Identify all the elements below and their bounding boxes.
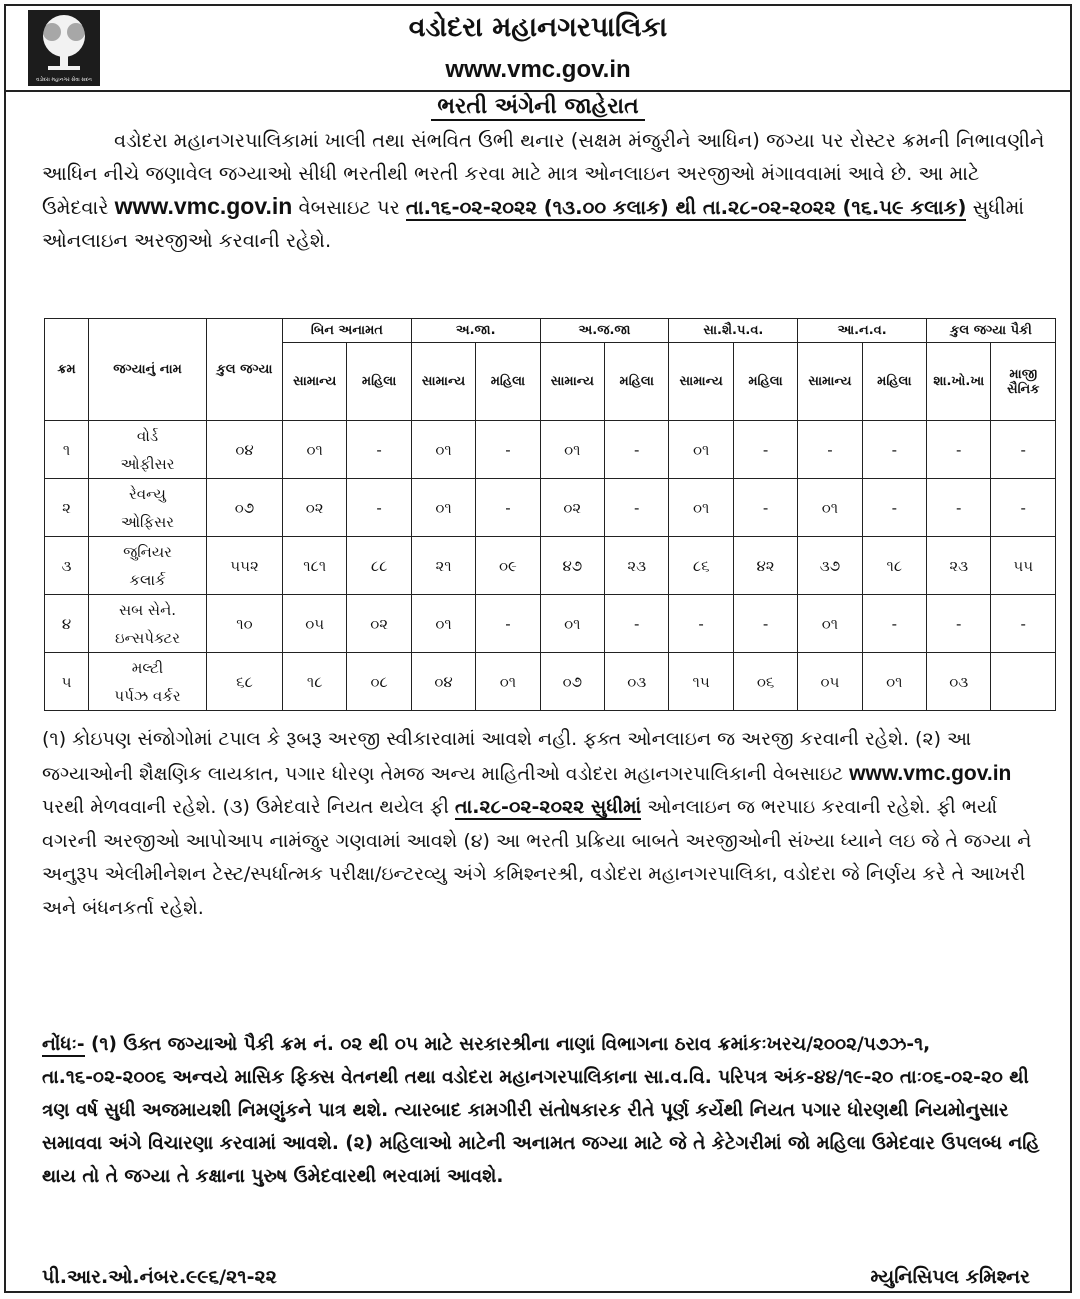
row-cell: ૦૯ <box>476 537 540 595</box>
org-name: વડોદરા મહાનગરપાલિકા <box>408 12 668 43</box>
pro-number: પી.આર.ઓ.નંબર.૯૯૬/૨૧-૨૨ <box>42 1266 277 1288</box>
sub-women: મહિલા <box>862 343 926 421</box>
intro-website-link[interactable]: www.vmc.gov.in <box>114 193 293 219</box>
notice-title: ભરતી અંગેની જાહેરાત <box>6 94 1070 119</box>
group-total-of: કુલ જગ્યા પૈકી <box>927 319 1056 343</box>
row-cell: ૨૩ <box>927 537 991 595</box>
row-cell: - <box>476 479 540 537</box>
row-cell: ૦૧ <box>669 421 733 479</box>
row-cell: - <box>927 479 991 537</box>
row-cell: ૦૧ <box>798 595 862 653</box>
row-cell: ૮૮ <box>347 537 411 595</box>
notice-intro: વડોદરા મહાનગરપાલિકામાં ખાલી તથા સંભવિત ઉભી થનાર (સક્ષમ મંજુરીને આધિન) જગ્યા પર રોસ્ટર ક્રમની નિભાવણીને આધિન નીચે જણાવેલ જગ્યાઓ સીધી ભરતીથી ભરતી કરવા માટે માત્ર ઓનલાઇન અરજીઓ મંગાવવામાં આવે છે. આ માટે ઉમેદવારે www.vmc.gov.in વેબસાઇટ પર તા.૧૬-૦૨-૨૦૨૨ (૧૩.૦૦ કલાક) થી તા.૨૮-૦૨-૨૦૨૨ (૧૬.૫૯ કલાક) સુધીમાં ઓનલાઇન અરજીઓ કરવાની રહેશે. <box>42 129 1045 252</box>
table-row <box>45 653 1056 711</box>
row-cell: ૦૧ <box>476 653 540 711</box>
group-sc: અ.જા. <box>411 319 540 343</box>
row-cell: ૮૬ <box>669 537 733 595</box>
col-total: કુલ જગ્યા <box>207 319 283 421</box>
row-cell: ૦૧ <box>411 595 475 653</box>
sub-general: સામાન્ય <box>669 343 733 421</box>
row-cell: - <box>733 421 797 479</box>
row-cell: - <box>862 479 926 537</box>
notice-note <box>42 1028 1054 1193</box>
row-sr: ૩ <box>45 537 89 595</box>
row-post-name <box>89 537 207 595</box>
row-cell: ૧૮ <box>862 537 926 595</box>
post-name-line: ઓફીસર <box>120 454 175 473</box>
row-cell: ૧૮૧ <box>283 537 347 595</box>
sub-women: મહિલા <box>347 343 411 421</box>
post-name-line: ઓફિસર <box>120 512 175 531</box>
row-total: ૧૦ <box>207 595 283 653</box>
row-cell: - <box>476 421 540 479</box>
row-sr: ૪ <box>45 595 89 653</box>
row-cell: ૦૩ <box>927 653 991 711</box>
row-cell: - <box>862 421 926 479</box>
group-st: અ.જ.જા <box>540 319 669 343</box>
post-name-line: વોર્ડ <box>136 426 159 445</box>
post-name-line: કલાર્ક <box>129 570 166 589</box>
row-total: ૬૮ <box>207 653 283 711</box>
row-cell: ૦૩ <box>605 653 669 711</box>
row-cell: ૦૧ <box>540 421 604 479</box>
post-name-line: જુનિયર <box>123 542 172 561</box>
row-cell: ૦૧ <box>411 421 475 479</box>
row-cell: ૦૨ <box>347 595 411 653</box>
sub-women: મહિલા <box>476 343 540 421</box>
row-cell: ૦૫ <box>798 653 862 711</box>
vacancy-table <box>44 318 1056 711</box>
sub-general: સામાન્ય <box>540 343 604 421</box>
row-cell: ૪૭ <box>540 537 604 595</box>
row-total: ૦૭ <box>207 479 283 537</box>
sub-women: મહિલા <box>733 343 797 421</box>
col-sr: ક્રમ <box>45 319 89 421</box>
row-cell: ૦૨ <box>540 479 604 537</box>
logo-caption: વડોદરા મહાનગર સેવા સદન <box>36 77 92 83</box>
row-cell: - <box>798 421 862 479</box>
row-sr: ૫ <box>45 653 89 711</box>
row-cell: - <box>347 421 411 479</box>
row-cell: - <box>991 595 1056 653</box>
group-unreserved: બિન અનામત <box>283 319 412 343</box>
row-cell: - <box>991 421 1056 479</box>
sub-pwd: શા.ખો.ખા <box>927 343 991 421</box>
notice-frame <box>4 4 1072 1293</box>
sub-general: સામાન્ય <box>411 343 475 421</box>
group-sebc: સા.શૈ.પ.વ. <box>669 319 798 343</box>
note-label: નોંધઃ- <box>42 1034 85 1055</box>
row-post-name <box>89 421 207 479</box>
application-period: તા.૧૬-૦૨-૨૦૨૨ (૧૩.૦૦ કલાક) થી તા.૨૮-૦૨-૨૦૨૨ (૧૬.૫૯ કલાક) <box>405 196 967 219</box>
post-name-line: રેવન્યુ <box>129 484 166 503</box>
col-post-name: જગ્યાનું નામ <box>89 319 207 421</box>
sub-ex-servicemen: માજી સૈનિક <box>991 343 1056 421</box>
row-cell: - <box>862 595 926 653</box>
row-cell: - <box>733 479 797 537</box>
fee-deadline: તા.૨૮-૦૨-૨૦૨૨ સુધીમાં <box>454 796 642 818</box>
row-cell: ૧૫ <box>669 653 733 711</box>
row-total: ૫૫૨ <box>207 537 283 595</box>
sub-general: સામાન્ય <box>798 343 862 421</box>
post-name-line: સબ સેને. <box>118 600 177 619</box>
row-cell: ૫૫ <box>991 537 1056 595</box>
table-row <box>45 421 1056 479</box>
website-url[interactable]: www.vmc.gov.in <box>445 56 631 83</box>
table-row <box>45 479 1056 537</box>
row-cell: ૨૩ <box>605 537 669 595</box>
row-cell: ૦૮ <box>347 653 411 711</box>
row-sr: ૧ <box>45 421 89 479</box>
row-cell: - <box>927 595 991 653</box>
row-cell: - <box>733 595 797 653</box>
row-cell: - <box>669 595 733 653</box>
row-cell: - <box>605 595 669 653</box>
notice-header <box>6 6 1070 92</box>
row-cell: - <box>605 479 669 537</box>
row-cell: ૦૧ <box>798 479 862 537</box>
table-row <box>45 595 1056 653</box>
row-cell: ૪૨ <box>733 537 797 595</box>
note-text: (૧) ઉક્ત જગ્યાઓ પૈકી ક્રમ નં. ૦૨ થી ૦૫ માટે સરકારશ્રીના નાણાં વિભાગના ઠરાવ ક્રમાંકઃખરચ/૨૦૦૨/૫૭ઝ-૧, તા.૧૬-૦૨-૨૦૦૬ અન્વયે માસિક ફિક્સ વેતનથી તથા વડોદરા મહાનગરપાલિકાના સા.વ.વિ. પરિપત્ર અંક-૪૪/૧૯-૨૦ તાઃ૦૬-૦૨-૨૦ થી ત્રણ વર્ષ સુધી અજમાયશી નિમણુંકને પાત્ર થશે. ત્યારબાદ કામગીરી સંતોષકારક રીતે પૂર્ણ કર્યેથી નિયત પગાર ધોરણથી નિયમોનુસાર સમાવવા અંગે વિચારણા કરવામાં આવશે. (૨) મહિલાઓ માટેની અનામત જગ્યા માટે જે તે કેટેગરીમાં જો મહિલા ઉમેદવાર ઉપલબ્ધ નહિ થાય તો તે જગ્યા તે કક્ષાના પુરુષ ઉમેદવારથી ભરવામાં આવશે. <box>42 1034 1040 1187</box>
notice-rules: (૧) કોઇપણ સંજોગોમાં ટપાલ કે રૂબરૂ અરજી સ્વીકારવામાં આવશે નહી. ફક્ત ઓનલાઇન જ અરજી કરવાની રહેશે. (૨) આ જગ્યાઓની શૈક્ષણિક લાયકાત, પગાર ધોરણ તેમજ અન્ય માહિતીઓ વડોદરા મહાનગરપાલિકાની વેબસાઇટ www.vmc.gov.in પરથી મેળવવાની રહેશે. (૩) ઉમેદવારે નિયત થયેલ ફી તા.૨૮-૦૨-૨૦૨૨ સુધીમાં ઓનલાઇન જ ભરપાઇ કરવાની રહેશે. ફી ભર્યા વગરની અરજીઓ આપોઆપ નામંજુર ગણવામાં આવશે (૪) આ ભરતી પ્રક્રિયા બાબતે અરજીઓની સંખ્યા ધ્યાને લઇ જે તે જગ્યા ને અનુરૂપ એલીમીનેશન ટેસ્ટ/સ્પર્ધાત્મક પરીક્ષા/ઇન્ટરવ્યુ અંગે કમિશ્નરશ્રી, વડોદરા મહાનગરપાલિકા, વડોદરા જે નિર્ણય કરે તે આખરી અને બંધનકર્તા રહેશે. <box>42 728 1032 919</box>
row-cell: - <box>347 479 411 537</box>
sub-women: મહિલા <box>605 343 669 421</box>
row-cell: ૦૭ <box>540 653 604 711</box>
post-name-line: ઇન્સપેક્ટર <box>115 628 180 647</box>
row-cell: ૦૧ <box>411 479 475 537</box>
group-ews: આ.ન.વ. <box>798 319 927 343</box>
row-cell: ૦૪ <box>411 653 475 711</box>
post-name-line: મલ્ટી <box>131 658 164 677</box>
row-post-name <box>89 653 207 711</box>
signatory: મ્યુનિસિપલ કમિશ્નર <box>870 1266 1030 1288</box>
row-total: ૦૪ <box>207 421 283 479</box>
row-cell: ૦૫ <box>283 595 347 653</box>
row-cell: - <box>476 595 540 653</box>
row-post-name <box>89 479 207 537</box>
row-cell: ૦૨ <box>283 479 347 537</box>
row-cell: ૨૧ <box>411 537 475 595</box>
row-cell: ૦૬ <box>733 653 797 711</box>
row-cell: ૦૧ <box>283 421 347 479</box>
sub-general: સામાન્ય <box>283 343 347 421</box>
row-cell: ૦૧ <box>540 595 604 653</box>
table-row <box>45 537 1056 595</box>
post-name-line: પર્પઝ વર્કર <box>114 686 181 705</box>
row-cell: - <box>927 421 991 479</box>
row-cell: ૦૧ <box>862 653 926 711</box>
rules-website-link[interactable]: www.vmc.gov.in <box>849 761 1012 785</box>
row-cell: ૧૮ <box>283 653 347 711</box>
row-post-name <box>89 595 207 653</box>
row-sr: ૨ <box>45 479 89 537</box>
row-cell: ૦૧ <box>669 479 733 537</box>
row-cell: - <box>991 479 1056 537</box>
row-cell: ૩૭ <box>798 537 862 595</box>
row-cell: - <box>605 421 669 479</box>
row-cell <box>991 653 1056 711</box>
